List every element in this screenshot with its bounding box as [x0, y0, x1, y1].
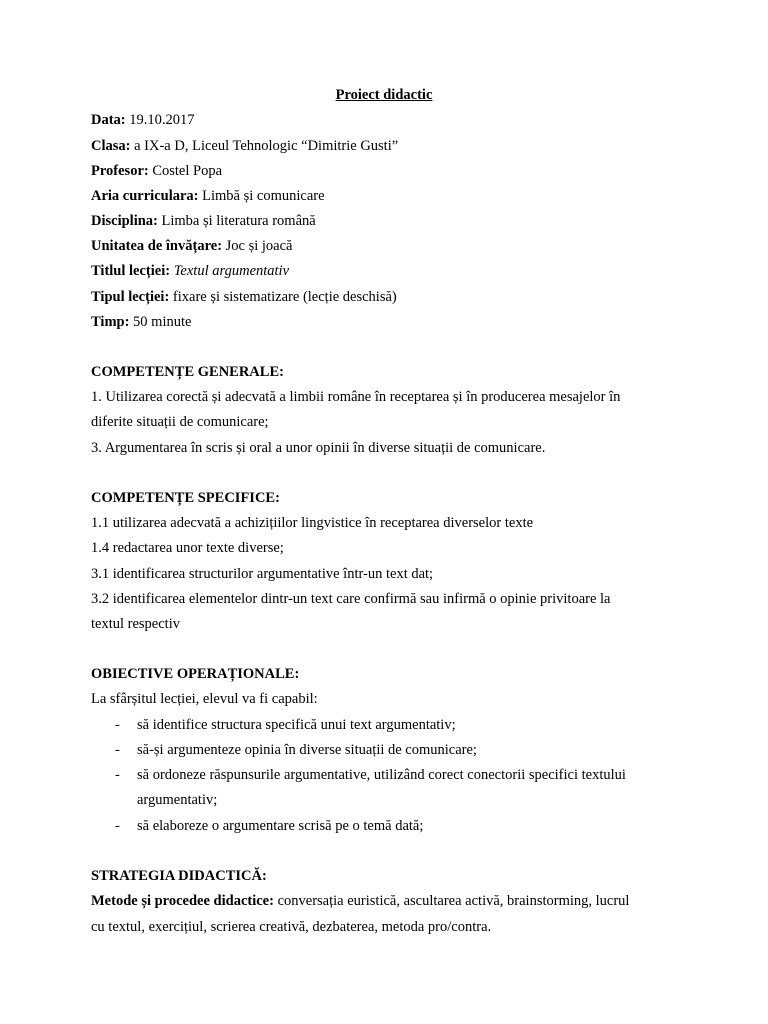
specific-competence-line: 3.2 identificarea elementelor dintr-un text care confirmă sau infirmă o opinie privitoare la	[91, 591, 611, 607]
specific-competence-line: 1.4 redactarea unor texte diverse;	[91, 540, 284, 556]
info-discipline: Disciplina: Limba și literatura română	[91, 213, 316, 229]
strategy-methods-line: Metode și procedee didactice: conversația euristică, ascultarea activă, brainstorming, lucrul	[91, 893, 630, 909]
specific-competences-heading: COMPETENȚE SPECIFICE:	[91, 490, 280, 506]
objective-bullet: -	[115, 767, 120, 783]
info-lesson-type: Tipul lecției: fixare și sistematizare (lecție deschisă)	[91, 289, 397, 305]
objective-item: să-și argumenteze opinia în diverse situații de comunicare;	[137, 742, 477, 758]
info-learning-unit: Unitatea de învățare: Joc și joacă	[91, 238, 293, 254]
document-title: Proiect didactic	[335, 87, 433, 103]
general-competence-line: 1. Utilizarea corectă și adecvată a limbii române în receptarea și în producerea mesajelor în	[91, 389, 621, 405]
objectives-heading: OBIECTIVE OPERAȚIONALE:	[91, 666, 300, 682]
info-time: Timp: 50 minute	[91, 314, 192, 330]
objective-item: să elaboreze o argumentare scrisă pe o temă dată;	[137, 818, 424, 834]
strategy-methods-line: cu textul, exercițiul, scrierea creativă, dezbaterea, metoda pro/contra.	[91, 919, 492, 935]
general-competences-heading: COMPETENȚE GENERALE:	[91, 364, 284, 380]
objective-bullet: -	[115, 717, 120, 733]
specific-competence-line: 1.1 utilizarea adecvată a achizițiilor lingvistice în receptarea diverselor texte	[91, 515, 534, 531]
general-competence-line: diferite situații de comunicare;	[91, 414, 269, 430]
specific-competence-line: 3.1 identificarea structurilor argumentative într-un text dat;	[91, 566, 434, 582]
info-date: Data: 19.10.2017	[91, 112, 195, 128]
objective-bullet: -	[115, 742, 120, 758]
objective-item: să identifice structura specifică unui text argumentativ;	[137, 717, 456, 733]
objective-bullet: -	[115, 818, 120, 834]
general-competence-line: 3. Argumentarea în scris și oral a unor opinii în diverse situații de comunicare.	[91, 440, 546, 456]
specific-competence-line: textul respectiv	[91, 616, 180, 632]
info-class: Clasa: a IX-a D, Liceul Tehnologic “Dimitrie Gusti”	[91, 138, 399, 154]
info-curricular-area: Aria curriculara: Limbă și comunicare	[91, 188, 325, 204]
info-lesson-title: Titlul lecției: Textul argumentativ	[91, 263, 290, 279]
info-teacher: Profesor: Costel Popa	[91, 163, 223, 179]
strategy-heading: STRATEGIA DIDACTICĂ:	[91, 868, 267, 884]
objective-item-continuation: argumentativ;	[137, 792, 218, 808]
objective-item: să ordoneze răspunsurile argumentative, utilizând corect conectorii specifici textului	[137, 767, 626, 783]
objectives-intro: La sfârșitul lecției, elevul va fi capabil:	[91, 691, 318, 707]
